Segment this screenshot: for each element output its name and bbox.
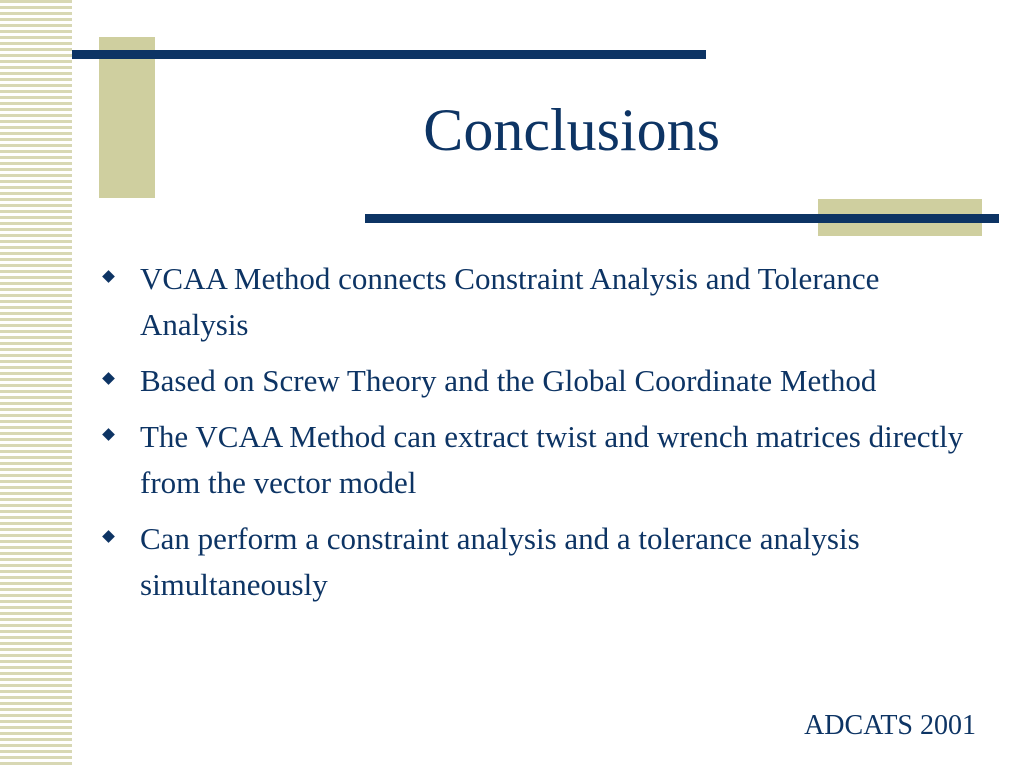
decorative-rule-bottom bbox=[365, 214, 999, 223]
bullet-text: VCAA Method connects Constraint Analysis and Tolerance Analysis bbox=[140, 261, 880, 342]
bullet-text: Based on Screw Theory and the Global Coordinate Method bbox=[140, 363, 877, 398]
decorative-rule-top bbox=[72, 50, 706, 59]
decorative-accent-block-left bbox=[99, 37, 155, 198]
bullet-list bbox=[103, 256, 983, 618]
diamond-bullet-icon bbox=[102, 428, 115, 441]
bullet-item bbox=[103, 414, 983, 506]
diamond-bullet-icon bbox=[102, 372, 115, 385]
bullet-text: The VCAA Method can extract twist and wrench matrices directly from the vector model bbox=[140, 419, 964, 500]
bullet-item bbox=[103, 516, 983, 608]
slide-title: Conclusions bbox=[423, 97, 720, 163]
bullet-item bbox=[103, 358, 983, 404]
diamond-bullet-icon bbox=[102, 270, 115, 283]
slide-footer: ADCATS 2001 bbox=[804, 710, 976, 741]
bullet-text: Can perform a constraint analysis and a tolerance analysis simultaneously bbox=[140, 521, 860, 602]
decorative-stripe-band bbox=[0, 0, 72, 768]
diamond-bullet-icon bbox=[102, 530, 115, 543]
bullet-item bbox=[103, 256, 983, 348]
